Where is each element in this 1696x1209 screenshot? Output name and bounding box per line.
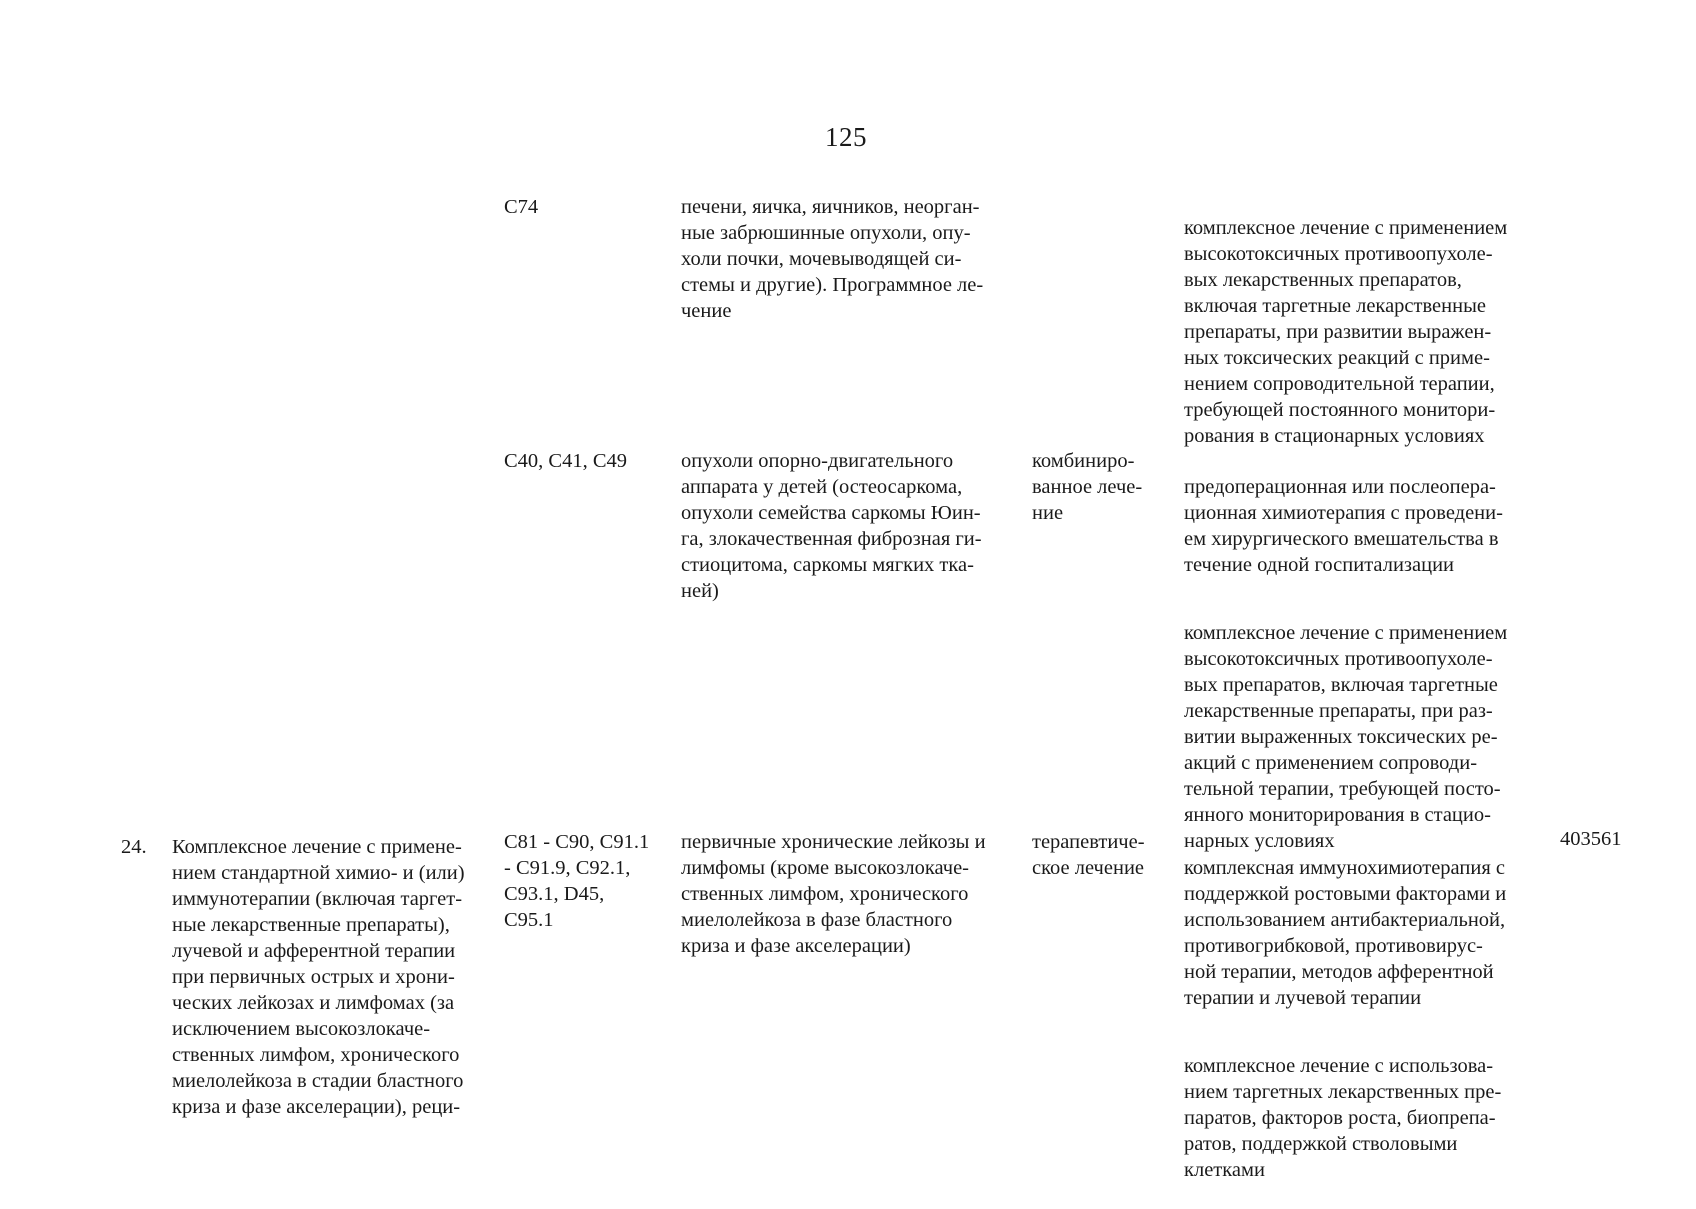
method-paragraph: комплексная иммунохимиотерапия с поддержкой ростовыми факторами и использованием антибактериальной, противогрибковой, противовирус- ной терапии, методов афферентной терапии и лучевой терапии xyxy=(1184,857,1507,1009)
method-paragraph: комплексное лечение с использова- нием таргетных лекарственных пре- паратов, факторов роста, биопрепа- ратов, поддержкой стволовыми клетками xyxy=(1184,1055,1502,1181)
patient-model: первичные хронические лейкозы и лимфомы (кроме высокозлокаче- ственных лимфом, хронического миелолейкоза в фазе бластного криза и фазе акселерации) xyxy=(681,831,986,957)
patient-model: опухоли опорно-двигательного аппарата у детей (остеосаркома, опухоли семейства саркомы Юин- га, злокачественная фиброзная ги- стиоцитома, саркомы мягких тка- ней) xyxy=(681,450,982,602)
patient-model: печени, яичка, яичников, неорган- ные забрюшинные опухоли, опу- холи почки, мочевыводящей си- стемы и другие). Программное ле- чение xyxy=(681,196,984,322)
diagnosis-code: C81 - C90, C91.1 - C91.9, C92.1, C93.1, D45, C95.1 xyxy=(504,831,650,931)
treatment-method xyxy=(1184,448,1564,880)
diagnosis-code: C40, C41, C49 xyxy=(504,450,628,472)
method-paragraph: комплексное лечение с применением высокотоксичных противоопухоле- вых препаратов, включая таргетные лекарственные препараты, при раз- витии выраженных токсических ре- акций с применением сопроводи- тельной терапии, требующей посто- янного мониторирования в стацио- нарных условиях xyxy=(1184,622,1508,852)
page-number: 125 xyxy=(825,122,867,152)
care-type-name: Комплексное лечение с примене- нием стандартной химио- и (или) иммунотерапии (включая таргет- ные лекарственные препараты), лучевой и афферентной терапии при первичных острых и хрони- ческих лейкозах и лимфомах (за исключением высокозлокаче- ственных лимфом, хронического миелолейкоза в стадии бластного криза и фазе акселерации), реци- xyxy=(172,836,465,1118)
method-paragraph: комплексное лечение с применением высокотоксичных противоопухоле- вых лекарственных препаратов, включая таргетные лекарственные препараты, при развитии выражен- ных токсических реакций с приме- нением сопроводительной терапии, требующей постоянного монитори- рования в стационарных условиях xyxy=(1184,217,1508,447)
method-paragraph: предоперационная или послеопера- ционная химиотерапия с проведени- ем хирургического вмешательства в течение одной госпитализации xyxy=(1184,476,1503,576)
financial-norm: 403561 xyxy=(1560,828,1622,850)
diagnosis-code: C74 xyxy=(504,196,539,218)
treatment-method xyxy=(1184,829,1564,1209)
row-number: 24. xyxy=(121,836,147,858)
treatment-type: терапевтиче- ское лечение xyxy=(1032,831,1145,879)
treatment-method xyxy=(1184,189,1564,475)
treatment-type: комбиниро- ванное лече- ние xyxy=(1032,450,1143,524)
